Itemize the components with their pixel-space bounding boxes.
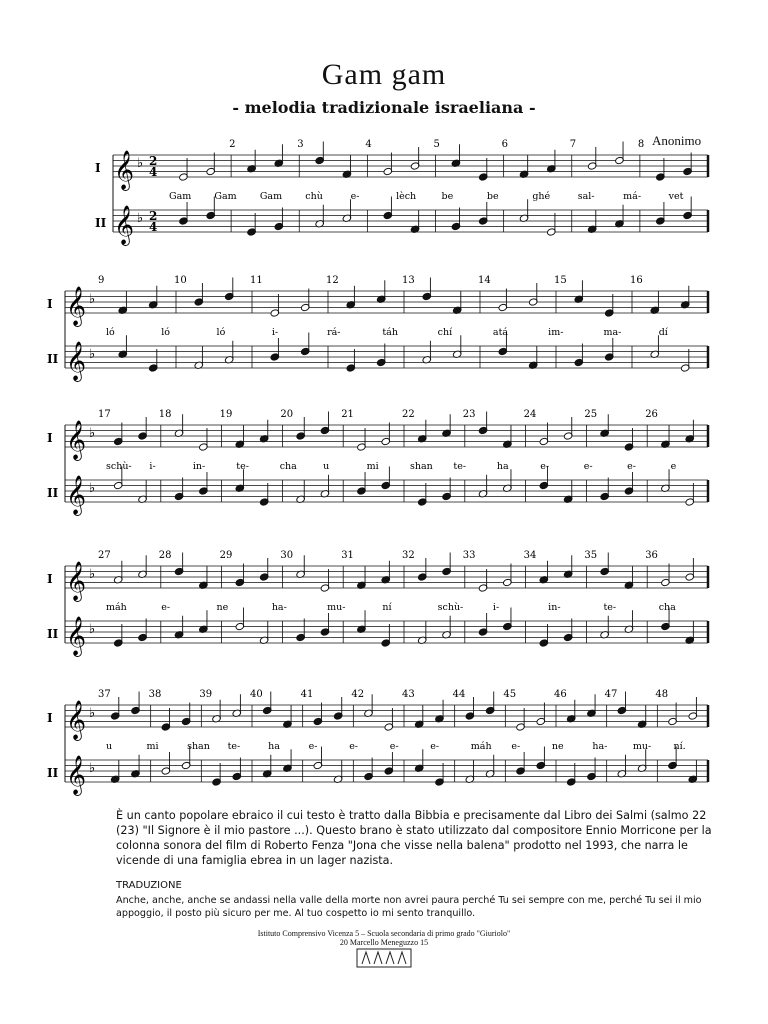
flat-key-icon: ♭	[89, 706, 96, 721]
measure-number: 48	[655, 689, 669, 700]
lyric-syllable: e-	[583, 461, 593, 472]
measure-number: 24	[523, 409, 537, 420]
lyric-syllable: ma-	[603, 327, 622, 338]
lyric-syllable: Gam	[259, 191, 283, 202]
lyric-syllable: te-	[453, 461, 467, 472]
lyric-syllable: máh	[106, 602, 127, 613]
measure-number: 41	[300, 689, 314, 700]
lyric-syllable: e-	[161, 602, 171, 613]
measure-number: 26	[645, 409, 658, 420]
staff-label: II	[47, 627, 59, 641]
flat-key-icon: ♭	[89, 481, 96, 496]
staff-label: I	[47, 297, 53, 311]
lyric-syllable: cha	[279, 461, 297, 472]
flat-key-icon: ♭	[89, 622, 96, 637]
lyric-syllable: cha	[658, 602, 676, 613]
measure-number: 9	[98, 275, 105, 286]
measure-number: 12	[326, 275, 339, 286]
footer-author: 20 Marcello Meneguzzo 15	[339, 938, 429, 947]
lyric-syllable: ha-	[271, 602, 287, 613]
staff-label: I	[47, 431, 53, 445]
lyric-syllable: be	[441, 191, 454, 202]
treble-clef-icon: 𝄞	[66, 700, 87, 740]
time-signature: 4	[149, 220, 158, 234]
measure-number: 44	[452, 689, 466, 700]
measure-number: 42	[351, 689, 365, 700]
measure-number: 33	[462, 550, 476, 561]
staff-label: II	[47, 766, 59, 780]
lyric-syllable: ne	[551, 741, 564, 752]
lyric-syllable: dí	[658, 327, 668, 338]
measure-number: 5	[433, 139, 440, 150]
measure-number: 10	[174, 275, 187, 286]
measure-number: 23	[462, 409, 476, 420]
lyric-syllable: Gam	[214, 191, 237, 202]
measure-number: 27	[98, 550, 111, 561]
lyric-syllable: máh	[470, 741, 492, 752]
lyric-syllable: Gam	[169, 191, 192, 202]
measure-number: 28	[158, 550, 172, 561]
lyric-syllable: lèch	[396, 191, 417, 202]
flat-key-icon: ♭	[89, 426, 96, 441]
measure-number: 14	[478, 275, 491, 286]
flat-key-icon: ♭	[89, 347, 96, 362]
measure-number: 13	[402, 275, 415, 286]
flat-key-icon: ♭	[89, 567, 96, 582]
treble-clef-icon: 𝄞	[66, 755, 87, 795]
flat-key-icon: ♭	[137, 211, 144, 226]
translation-heading: TRADUZIONE	[116, 880, 182, 891]
lyric-syllable: e-	[350, 191, 360, 202]
composer-credit: Anonimo	[652, 133, 702, 148]
lyric-syllable: ní.	[673, 741, 686, 752]
page-subtitle: - melodia tradizionale israeliana -	[232, 98, 536, 117]
measure-number: 40	[250, 689, 263, 700]
lyric-syllable: u	[323, 461, 330, 472]
staff-label: II	[95, 216, 107, 230]
lyric-syllable: táh	[382, 327, 398, 338]
lyric-syllable: e-	[511, 741, 521, 752]
staff-label: I	[47, 572, 53, 586]
measure-number: 18	[158, 409, 172, 420]
lyric-syllable: sal-	[577, 191, 595, 202]
time-signature: 2	[149, 209, 158, 223]
lyric-syllable: rá-	[327, 327, 341, 338]
measure-number: 32	[402, 550, 415, 561]
staff-label: I	[47, 711, 53, 725]
measure-number: 31	[341, 550, 354, 561]
school-logo	[356, 948, 412, 968]
measure-number: 29	[219, 550, 233, 561]
measure-number: 43	[402, 689, 415, 700]
lyric-syllable: mu-	[632, 741, 652, 752]
treble-clef-icon: 𝄞	[66, 341, 87, 381]
lyric-syllable: in-	[192, 461, 206, 472]
lyric-syllable: e	[670, 461, 677, 472]
staff-label: II	[47, 352, 59, 366]
lyric-syllable: ha	[496, 461, 509, 472]
measure-number: 46	[554, 689, 567, 700]
lyric-syllable: vet	[668, 191, 684, 202]
lyric-syllable: e-	[349, 741, 359, 752]
measure-number: 39	[199, 689, 213, 700]
lyric-syllable: mu-	[327, 602, 346, 613]
measure-number: 2	[229, 139, 236, 150]
time-signature: 4	[149, 165, 158, 179]
translation-text: Anche, anche, anche se andassi nella valle della morte non avrei paura perché Tu sei sempre con me, perché Tu sei il mio appoggio, il posto più sicuro per me. Al tuo cospetto io mi sento tranquillo.	[116, 895, 702, 919]
lyric-syllable: ghé	[532, 191, 551, 202]
footer-school: Istituto Comprensivo Vicenza 5 – Scuola secondaria di primo grado "Giuriolo"	[257, 929, 511, 938]
lyric-syllable: i-	[271, 327, 279, 338]
lyric-syllable: im-	[548, 327, 564, 338]
page-title: Gam gam	[321, 58, 447, 91]
measure-number: 22	[402, 409, 415, 420]
measure-number: 17	[98, 409, 111, 420]
measure-number: 21	[341, 409, 354, 420]
lyric-syllable: e-	[389, 741, 399, 752]
lyric-syllable: ló	[161, 327, 171, 338]
measure-number: 37	[98, 689, 111, 700]
treble-clef-icon: 𝄞	[66, 561, 87, 601]
measure-number: 3	[297, 139, 304, 150]
flat-key-icon: ♭	[137, 156, 144, 171]
treble-clef-icon: 𝄞	[66, 475, 87, 515]
lyric-syllable: chù	[305, 191, 323, 202]
treble-clef-icon: 𝄞	[66, 286, 87, 326]
flat-key-icon: ♭	[89, 761, 96, 776]
measure-number: 19	[219, 409, 233, 420]
measure-number: 11	[250, 275, 263, 286]
lyric-syllable: e-	[308, 741, 318, 752]
flat-key-icon: ♭	[89, 292, 96, 307]
lyric-syllable: te-	[603, 602, 617, 613]
lyric-syllable: e-	[430, 741, 440, 752]
lyric-syllable: i-	[149, 461, 156, 472]
staff-label: II	[47, 486, 59, 500]
measure-number: 8	[637, 139, 645, 150]
lyric-syllable: schù-	[106, 461, 132, 472]
lyric-syllable: te-	[227, 741, 241, 752]
lyric-syllable: ha-	[592, 741, 608, 752]
lyric-syllable: má-	[623, 191, 642, 202]
lyric-syllable: chí	[437, 327, 453, 338]
measure-number: 15	[554, 275, 567, 286]
measure-number: 16	[630, 275, 643, 286]
description-text: È un canto popolare ebraico il cui testo è tratto dalla Bibbia e precisamente dal Libro dei Salmi (salmo 22 (23) "Il Signore è il mio pastore ...). Questo brano è stato utilizzato dal compositore Ennio Morricone per la colonna sonora del film di Roberto Fenza "Jona che visse nella balena" prodotto nel 1993, che narra le vicende di una famiglia ebrea in un lager nazista.	[116, 809, 712, 867]
lyric-syllable: e-	[540, 461, 550, 472]
lyric-syllable: e-	[627, 461, 636, 472]
lyric-syllable: mi	[146, 741, 159, 752]
measure-number: 20	[280, 409, 294, 420]
measure-number: 36	[645, 550, 658, 561]
measure-number: 6	[501, 139, 508, 150]
measure-number: 30	[280, 550, 294, 561]
lyric-syllable: ló	[106, 327, 115, 338]
lyric-syllable: atá	[492, 327, 509, 338]
treble-clef-icon: 𝄞	[66, 420, 87, 460]
measure-number: 38	[148, 689, 162, 700]
staff-label: I	[95, 161, 101, 175]
lyric-syllable: mi	[366, 461, 379, 472]
lyric-syllable: be	[486, 191, 499, 202]
time-signature: 2	[149, 154, 158, 168]
measure-number: 4	[365, 139, 372, 150]
measure-number: 7	[569, 139, 577, 150]
measure-number: 25	[584, 409, 598, 420]
treble-clef-icon: 𝄞	[66, 616, 87, 656]
measure-number: 34	[523, 550, 537, 561]
lyric-syllable: ló	[216, 327, 226, 338]
measure-number: 35	[584, 550, 598, 561]
lyric-syllable: schù-	[437, 602, 464, 613]
lyric-syllable: te-	[236, 461, 249, 472]
measure-number: 45	[503, 689, 517, 700]
lyric-syllable: u	[106, 741, 113, 752]
treble-clef-icon: 𝄞	[114, 205, 135, 245]
lyric-syllable: ha	[268, 741, 280, 752]
lyric-syllable: shan	[410, 461, 433, 472]
lyric-syllable: i-	[492, 602, 500, 613]
treble-clef-icon: 𝄞	[114, 150, 135, 190]
lyric-syllable: ní	[382, 602, 392, 613]
lyric-syllable: in-	[548, 602, 561, 613]
lyric-syllable: shan	[187, 741, 210, 752]
measure-number: 47	[604, 689, 618, 700]
lyric-syllable: ne	[216, 602, 229, 613]
